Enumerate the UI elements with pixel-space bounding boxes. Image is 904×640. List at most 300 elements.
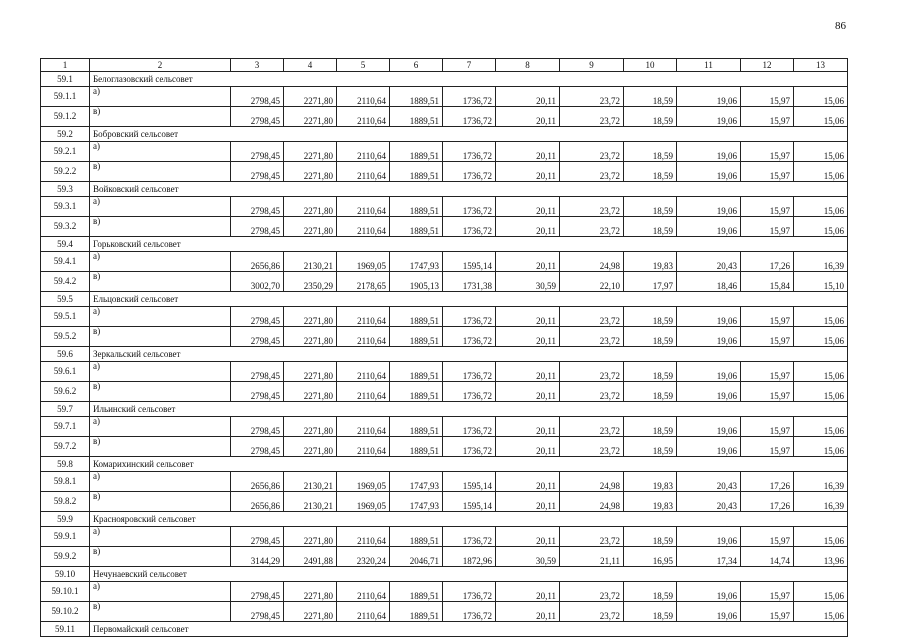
tariff-table: [40, 58, 848, 637]
value-cell: 15,06: [794, 417, 848, 437]
value-cell: 1889,51: [390, 327, 443, 347]
row-number: 59.11: [41, 622, 90, 637]
value-cell: 15,06: [794, 307, 848, 327]
column-header: 10: [624, 59, 677, 72]
value-cell: 23,72: [560, 527, 624, 547]
value-cell: 1747,93: [390, 252, 443, 272]
row-number: 59.10.1: [41, 582, 90, 602]
value-cell: 2271,80: [284, 142, 337, 162]
value-cell: 15,06: [794, 582, 848, 602]
value-cell: 20,11: [496, 417, 560, 437]
value-cell: 16,95: [624, 547, 677, 567]
value-cell: 2656,86: [231, 492, 284, 512]
table-row: [41, 327, 848, 347]
column-header: 8: [496, 59, 560, 72]
value-cell: 1736,72: [443, 107, 496, 127]
table-row: [41, 492, 848, 512]
value-cell: 1595,14: [443, 492, 496, 512]
column-header: 6: [390, 59, 443, 72]
value-cell: 3144,29: [231, 547, 284, 567]
row-number: 59.2: [41, 127, 90, 142]
value-cell: 1736,72: [443, 197, 496, 217]
value-cell: 15,06: [794, 602, 848, 622]
row-number: 59.4.1: [41, 252, 90, 272]
value-cell: 15,97: [741, 362, 794, 382]
value-cell: 19,83: [624, 252, 677, 272]
value-cell: 2178,65: [337, 272, 390, 292]
value-cell: 2271,80: [284, 437, 337, 457]
value-cell: 19,06: [677, 107, 741, 127]
value-cell: 15,06: [794, 142, 848, 162]
value-cell: 20,11: [496, 437, 560, 457]
value-cell: 1736,72: [443, 602, 496, 622]
row-number: 59.9: [41, 512, 90, 527]
value-cell: 2110,64: [337, 382, 390, 402]
row-subtype: а): [90, 527, 231, 547]
value-cell: 19,83: [624, 472, 677, 492]
value-cell: 2798,45: [231, 382, 284, 402]
row-number: 59.8.1: [41, 472, 90, 492]
value-cell: 1736,72: [443, 217, 496, 237]
row-subtype: в): [90, 162, 231, 182]
value-cell: 2271,80: [284, 217, 337, 237]
section-row: [41, 292, 848, 307]
value-cell: 15,97: [741, 307, 794, 327]
value-cell: 23,72: [560, 107, 624, 127]
value-cell: 15,97: [741, 527, 794, 547]
value-cell: 18,59: [624, 87, 677, 107]
value-cell: 15,06: [794, 107, 848, 127]
column-header: 4: [284, 59, 337, 72]
value-cell: 20,11: [496, 362, 560, 382]
value-cell: 1969,05: [337, 492, 390, 512]
table-row: [41, 107, 848, 127]
value-cell: 1595,14: [443, 252, 496, 272]
value-cell: 2798,45: [231, 107, 284, 127]
value-cell: 15,06: [794, 327, 848, 347]
value-cell: 16,39: [794, 252, 848, 272]
value-cell: 2110,64: [337, 527, 390, 547]
value-cell: 23,72: [560, 327, 624, 347]
value-cell: 19,06: [677, 362, 741, 382]
value-cell: 1889,51: [390, 197, 443, 217]
value-cell: 18,59: [624, 162, 677, 182]
value-cell: 2271,80: [284, 362, 337, 382]
value-cell: 23,72: [560, 217, 624, 237]
table-row: [41, 217, 848, 237]
value-cell: 20,11: [496, 527, 560, 547]
value-cell: 1889,51: [390, 602, 443, 622]
value-cell: 2110,64: [337, 107, 390, 127]
value-cell: 15,97: [741, 382, 794, 402]
value-cell: 2350,29: [284, 272, 337, 292]
value-cell: 20,43: [677, 472, 741, 492]
table-row: [41, 272, 848, 292]
value-cell: 2110,64: [337, 142, 390, 162]
value-cell: 2130,21: [284, 252, 337, 272]
value-cell: 15,97: [741, 582, 794, 602]
value-cell: 19,06: [677, 217, 741, 237]
value-cell: 1889,51: [390, 527, 443, 547]
column-header: 5: [337, 59, 390, 72]
value-cell: 1736,72: [443, 417, 496, 437]
row-number: 59.6: [41, 347, 90, 362]
row-subtype: а): [90, 197, 231, 217]
value-cell: 15,97: [741, 142, 794, 162]
value-cell: 19,83: [624, 492, 677, 512]
value-cell: 15,06: [794, 382, 848, 402]
row-subtype: в): [90, 437, 231, 457]
value-cell: 2110,64: [337, 582, 390, 602]
value-cell: 1905,13: [390, 272, 443, 292]
row-subtype: в): [90, 602, 231, 622]
value-cell: 2271,80: [284, 382, 337, 402]
value-cell: 20,11: [496, 582, 560, 602]
value-cell: 2798,45: [231, 582, 284, 602]
value-cell: 3002,70: [231, 272, 284, 292]
row-subtype: а): [90, 582, 231, 602]
value-cell: 1595,14: [443, 472, 496, 492]
value-cell: 16,39: [794, 472, 848, 492]
value-cell: 2110,64: [337, 417, 390, 437]
table-row: [41, 252, 848, 272]
table-row: [41, 382, 848, 402]
settlement-name: Горьковский сельсовет: [90, 237, 848, 252]
value-cell: 1889,51: [390, 142, 443, 162]
table-body: [41, 59, 848, 637]
value-cell: 30,59: [496, 272, 560, 292]
row-number: 59.4: [41, 237, 90, 252]
row-subtype: а): [90, 142, 231, 162]
row-subtype: а): [90, 87, 231, 107]
value-cell: 2110,64: [337, 217, 390, 237]
value-cell: 15,97: [741, 417, 794, 437]
value-cell: 18,59: [624, 142, 677, 162]
value-cell: 20,11: [496, 87, 560, 107]
row-number: 59.8.2: [41, 492, 90, 512]
value-cell: 1969,05: [337, 472, 390, 492]
row-subtype: в): [90, 547, 231, 567]
value-cell: 2271,80: [284, 307, 337, 327]
row-number: 59.9.2: [41, 547, 90, 567]
row-number: 59.7.1: [41, 417, 90, 437]
value-cell: 2491,88: [284, 547, 337, 567]
value-cell: 23,72: [560, 437, 624, 457]
value-cell: 1736,72: [443, 582, 496, 602]
section-row: [41, 347, 848, 362]
row-number: 59.10.2: [41, 602, 90, 622]
value-cell: 19,06: [677, 142, 741, 162]
value-cell: 23,72: [560, 362, 624, 382]
value-cell: 18,59: [624, 382, 677, 402]
value-cell: 20,11: [496, 142, 560, 162]
row-number: 59.7: [41, 402, 90, 417]
table-row: [41, 362, 848, 382]
value-cell: 1889,51: [390, 382, 443, 402]
settlement-name: Первомайский сельсовет: [90, 622, 848, 637]
value-cell: 2271,80: [284, 87, 337, 107]
row-subtype: а): [90, 252, 231, 272]
row-number: 59.4.2: [41, 272, 90, 292]
value-cell: 2110,64: [337, 362, 390, 382]
page-number: 86: [835, 20, 846, 32]
settlement-name: Зеркальский сельсовет: [90, 347, 848, 362]
table-row: [41, 527, 848, 547]
value-cell: 15,97: [741, 87, 794, 107]
column-header: 9: [560, 59, 624, 72]
row-number: 59.5: [41, 292, 90, 307]
value-cell: 2271,80: [284, 602, 337, 622]
value-cell: 1889,51: [390, 582, 443, 602]
value-cell: 15,97: [741, 327, 794, 347]
row-subtype: в): [90, 492, 231, 512]
row-subtype: а): [90, 307, 231, 327]
value-cell: 20,43: [677, 492, 741, 512]
column-header: 13: [794, 59, 848, 72]
value-cell: 2271,80: [284, 327, 337, 347]
row-subtype: а): [90, 362, 231, 382]
value-cell: 2798,45: [231, 197, 284, 217]
value-cell: 2798,45: [231, 307, 284, 327]
value-cell: 1736,72: [443, 382, 496, 402]
value-cell: 1736,72: [443, 327, 496, 347]
section-row: [41, 567, 848, 582]
value-cell: 17,26: [741, 472, 794, 492]
value-cell: 20,11: [496, 602, 560, 622]
value-cell: 2798,45: [231, 527, 284, 547]
value-cell: 1736,72: [443, 142, 496, 162]
table-row: [41, 417, 848, 437]
row-number: 59.1.1: [41, 87, 90, 107]
value-cell: 20,11: [496, 162, 560, 182]
value-cell: 2130,21: [284, 492, 337, 512]
row-number: 59.9.1: [41, 527, 90, 547]
value-cell: 19,06: [677, 602, 741, 622]
value-cell: 2798,45: [231, 602, 284, 622]
value-cell: 15,97: [741, 602, 794, 622]
column-header: 7: [443, 59, 496, 72]
value-cell: 20,11: [496, 382, 560, 402]
row-subtype: в): [90, 382, 231, 402]
value-cell: 18,59: [624, 107, 677, 127]
value-cell: 2110,64: [337, 437, 390, 457]
value-cell: 15,06: [794, 527, 848, 547]
settlement-name: Комарихинский сельсовет: [90, 457, 848, 472]
value-cell: 2656,86: [231, 472, 284, 492]
value-cell: 2798,45: [231, 437, 284, 457]
row-number: 59.3: [41, 182, 90, 197]
value-cell: 18,59: [624, 307, 677, 327]
value-cell: 20,43: [677, 252, 741, 272]
value-cell: 1736,72: [443, 307, 496, 327]
value-cell: 23,72: [560, 197, 624, 217]
value-cell: 2320,24: [337, 547, 390, 567]
settlement-name: Войковский сельсовет: [90, 182, 848, 197]
value-cell: 1736,72: [443, 87, 496, 107]
value-cell: 2798,45: [231, 142, 284, 162]
value-cell: 2271,80: [284, 197, 337, 217]
value-cell: 14,74: [741, 547, 794, 567]
value-cell: 1889,51: [390, 162, 443, 182]
value-cell: 18,59: [624, 417, 677, 437]
value-cell: 23,72: [560, 162, 624, 182]
table-row: [41, 142, 848, 162]
section-row: [41, 622, 848, 637]
value-cell: 1731,38: [443, 272, 496, 292]
value-cell: 23,72: [560, 582, 624, 602]
value-cell: 15,06: [794, 162, 848, 182]
value-cell: 20,11: [496, 307, 560, 327]
value-cell: 30,59: [496, 547, 560, 567]
value-cell: 15,84: [741, 272, 794, 292]
value-cell: 2130,21: [284, 472, 337, 492]
value-cell: 18,59: [624, 327, 677, 347]
value-cell: 15,97: [741, 217, 794, 237]
value-cell: 1889,51: [390, 437, 443, 457]
settlement-name: Нечунаевский сельсовет: [90, 567, 848, 582]
value-cell: 2656,86: [231, 252, 284, 272]
value-cell: 18,59: [624, 527, 677, 547]
value-cell: 13,96: [794, 547, 848, 567]
value-cell: 2046,71: [390, 547, 443, 567]
value-cell: 15,97: [741, 437, 794, 457]
value-cell: 23,72: [560, 602, 624, 622]
value-cell: 2798,45: [231, 327, 284, 347]
value-cell: 20,11: [496, 472, 560, 492]
value-cell: 2798,45: [231, 217, 284, 237]
value-cell: 19,06: [677, 327, 741, 347]
value-cell: 2271,80: [284, 162, 337, 182]
value-cell: 20,11: [496, 197, 560, 217]
value-cell: 18,59: [624, 582, 677, 602]
row-subtype: в): [90, 217, 231, 237]
value-cell: 24,98: [560, 472, 624, 492]
value-cell: 19,06: [677, 162, 741, 182]
row-number: 59.8: [41, 457, 90, 472]
value-cell: 2798,45: [231, 87, 284, 107]
value-cell: 1889,51: [390, 362, 443, 382]
row-subtype: а): [90, 472, 231, 492]
row-subtype: в): [90, 272, 231, 292]
settlement-name: Ельцовский сельсовет: [90, 292, 848, 307]
row-number: 59.7.2: [41, 437, 90, 457]
settlement-name: Бобровский сельсовет: [90, 127, 848, 142]
value-cell: 22,10: [560, 272, 624, 292]
value-cell: 18,59: [624, 217, 677, 237]
value-cell: 2271,80: [284, 417, 337, 437]
value-cell: 1889,51: [390, 107, 443, 127]
value-cell: 2110,64: [337, 87, 390, 107]
table-row: [41, 602, 848, 622]
value-cell: 2110,64: [337, 162, 390, 182]
value-cell: 19,06: [677, 582, 741, 602]
column-header: 2: [90, 59, 231, 72]
section-row: [41, 182, 848, 197]
value-cell: 20,11: [496, 327, 560, 347]
section-row: [41, 512, 848, 527]
value-cell: 19,06: [677, 382, 741, 402]
settlement-name: Ильинский сельсовет: [90, 402, 848, 417]
value-cell: 19,06: [677, 417, 741, 437]
value-cell: 2110,64: [337, 327, 390, 347]
row-number: 59.3.1: [41, 197, 90, 217]
column-header: 11: [677, 59, 741, 72]
value-cell: 2271,80: [284, 107, 337, 127]
row-number: 59.1.2: [41, 107, 90, 127]
value-cell: 2110,64: [337, 307, 390, 327]
value-cell: 1889,51: [390, 307, 443, 327]
value-cell: 17,34: [677, 547, 741, 567]
section-row: [41, 237, 848, 252]
value-cell: 1889,51: [390, 87, 443, 107]
value-cell: 1736,72: [443, 437, 496, 457]
table-row: [41, 87, 848, 107]
value-cell: 19,06: [677, 87, 741, 107]
value-cell: 16,39: [794, 492, 848, 512]
value-cell: 17,97: [624, 272, 677, 292]
section-row: [41, 72, 848, 87]
value-cell: 21,11: [560, 547, 624, 567]
table-row: [41, 307, 848, 327]
value-cell: 17,26: [741, 492, 794, 512]
value-cell: 19,06: [677, 307, 741, 327]
value-cell: 1872,96: [443, 547, 496, 567]
row-number: 59.5.2: [41, 327, 90, 347]
value-cell: 19,06: [677, 437, 741, 457]
value-cell: 15,10: [794, 272, 848, 292]
value-cell: 15,06: [794, 197, 848, 217]
table-row: [41, 472, 848, 492]
value-cell: 2110,64: [337, 602, 390, 622]
row-subtype: в): [90, 107, 231, 127]
table-row: [41, 547, 848, 567]
value-cell: 2798,45: [231, 417, 284, 437]
value-cell: 1736,72: [443, 162, 496, 182]
value-cell: 2271,80: [284, 527, 337, 547]
value-cell: 2110,64: [337, 197, 390, 217]
section-row: [41, 402, 848, 417]
column-header: 1: [41, 59, 90, 72]
row-subtype: а): [90, 417, 231, 437]
row-number: 59.1: [41, 72, 90, 87]
value-cell: 18,59: [624, 197, 677, 217]
value-cell: 19,06: [677, 527, 741, 547]
value-cell: 2798,45: [231, 362, 284, 382]
value-cell: 24,98: [560, 492, 624, 512]
value-cell: 1889,51: [390, 217, 443, 237]
row-number: 59.6.2: [41, 382, 90, 402]
row-number: 59.5.1: [41, 307, 90, 327]
value-cell: 15,97: [741, 162, 794, 182]
value-cell: 1969,05: [337, 252, 390, 272]
row-number: 59.2.1: [41, 142, 90, 162]
value-cell: 2271,80: [284, 582, 337, 602]
value-cell: 15,06: [794, 217, 848, 237]
value-cell: 15,06: [794, 437, 848, 457]
column-header: 3: [231, 59, 284, 72]
value-cell: 23,72: [560, 142, 624, 162]
table-row: [41, 162, 848, 182]
value-cell: 18,59: [624, 437, 677, 457]
settlement-name: Белоглазовский сельсовет: [90, 72, 848, 87]
table-row: [41, 197, 848, 217]
value-cell: 20,11: [496, 492, 560, 512]
row-number: 59.10: [41, 567, 90, 582]
value-cell: 1889,51: [390, 417, 443, 437]
row-number: 59.3.2: [41, 217, 90, 237]
column-header: 12: [741, 59, 794, 72]
value-cell: 18,46: [677, 272, 741, 292]
